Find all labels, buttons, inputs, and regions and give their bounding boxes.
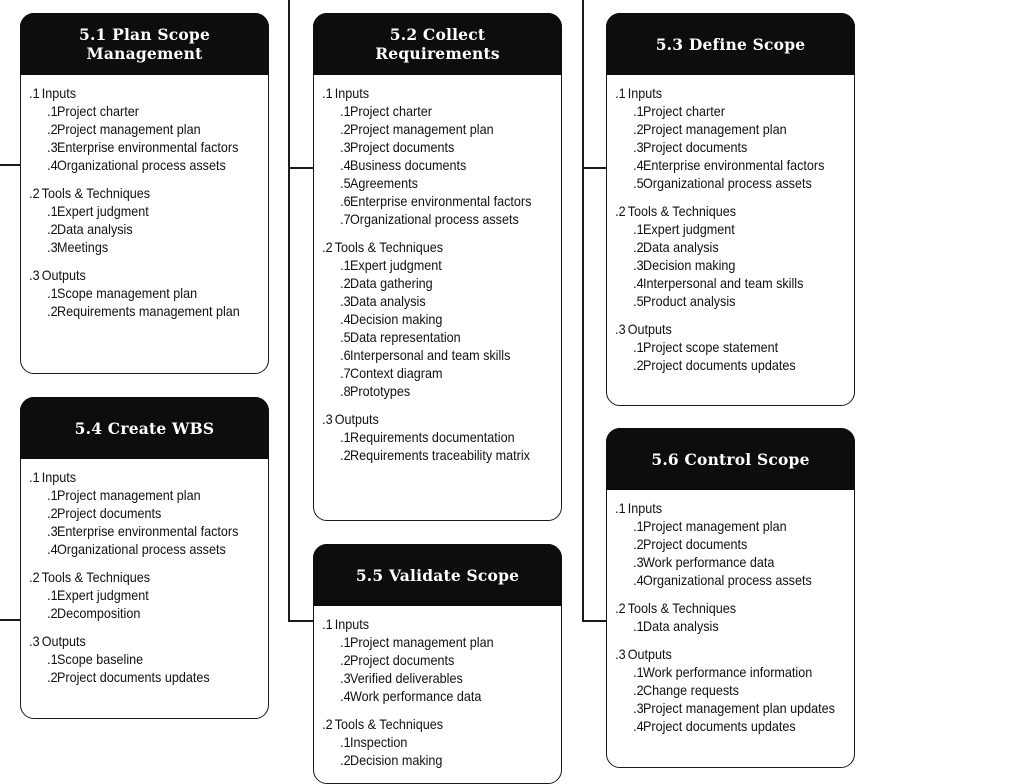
section-tools-techniques xyxy=(314,715,561,769)
process-card-create-wbs xyxy=(20,397,269,719)
list-item xyxy=(607,220,829,238)
section-number: .1 xyxy=(322,616,333,632)
item-number: .1 xyxy=(47,285,58,301)
connector-mid-vertical xyxy=(288,0,290,622)
item-number: .1 xyxy=(633,339,644,355)
item-number: .3 xyxy=(47,139,58,155)
item-number: .1 xyxy=(340,634,351,650)
item-number: .4 xyxy=(340,688,351,704)
section-number: .2 xyxy=(322,716,333,732)
list-item xyxy=(314,328,536,346)
list-item xyxy=(314,669,536,687)
item-number: .5 xyxy=(633,293,644,309)
item-text: Decision making xyxy=(350,311,443,327)
list-item xyxy=(607,338,829,356)
section-inputs xyxy=(607,84,854,192)
item-number: .1 xyxy=(47,487,58,503)
item-number: .1 xyxy=(633,221,644,237)
list-item xyxy=(21,120,243,138)
item-text: Project documents xyxy=(350,139,455,155)
section-outputs xyxy=(607,320,854,374)
item-text: Data analysis xyxy=(643,618,719,634)
connector-left-trunk-b xyxy=(0,619,20,621)
list-item xyxy=(607,292,829,310)
section-number: .2 xyxy=(615,203,626,219)
card-header xyxy=(606,13,855,75)
section-number: .1 xyxy=(615,500,626,516)
item-text: Work performance information xyxy=(643,664,813,680)
item-number: .4 xyxy=(47,157,58,173)
list-item xyxy=(607,553,829,571)
item-number: .7 xyxy=(340,211,351,227)
item-text: Meetings xyxy=(57,239,109,255)
list-item xyxy=(607,156,829,174)
list-item xyxy=(21,138,243,156)
item-text: Project documents updates xyxy=(643,718,796,734)
card-title: 5.4 Create WBS xyxy=(74,418,215,438)
list-item xyxy=(314,174,536,192)
section-outputs xyxy=(607,645,854,735)
list-item xyxy=(607,517,829,535)
list-item xyxy=(21,102,243,120)
card-title: 5.1 Plan Scope Management xyxy=(78,25,211,63)
list-item xyxy=(607,102,829,120)
item-number: .6 xyxy=(340,193,351,209)
item-text: Project management plan xyxy=(350,634,494,650)
item-text: Project documents xyxy=(643,536,748,552)
list-item xyxy=(314,102,536,120)
section-inputs xyxy=(314,84,561,228)
section-title xyxy=(21,266,243,284)
item-number: .3 xyxy=(340,293,351,309)
section-label: Outputs xyxy=(41,633,86,649)
section-number: .3 xyxy=(322,411,333,427)
card-body xyxy=(314,615,561,779)
item-text: Change requests xyxy=(643,682,739,698)
item-number: .2 xyxy=(633,536,644,552)
item-text: Product analysis xyxy=(643,293,736,309)
section-title xyxy=(607,645,829,663)
list-item xyxy=(314,687,536,705)
item-number: .2 xyxy=(47,303,58,319)
section-label: Inputs xyxy=(627,500,663,516)
section-title xyxy=(607,84,829,102)
list-item xyxy=(607,356,829,374)
item-text: Decision making xyxy=(350,752,443,768)
item-number: .2 xyxy=(47,221,58,237)
list-item xyxy=(314,138,536,156)
item-text: Project charter xyxy=(643,103,725,119)
section-label: Inputs xyxy=(334,616,370,632)
list-item xyxy=(21,202,243,220)
section-title xyxy=(607,202,829,220)
list-item xyxy=(607,120,829,138)
item-text: Agreements xyxy=(350,175,418,191)
process-card-plan-scope-management xyxy=(20,13,269,374)
section-inputs xyxy=(607,499,854,589)
item-text: Project documents xyxy=(350,652,455,668)
section-tools-techniques xyxy=(607,599,854,635)
item-number: .5 xyxy=(340,175,351,191)
connector-right-lower xyxy=(582,620,607,622)
item-number: .1 xyxy=(47,651,58,667)
card-title: 5.6 Control Scope xyxy=(651,449,810,469)
item-number: .4 xyxy=(633,572,644,588)
item-number: .1 xyxy=(340,103,351,119)
item-text: Data analysis xyxy=(643,239,719,255)
item-number: .3 xyxy=(633,257,644,273)
item-text: Data representation xyxy=(350,329,461,345)
item-text: Enterprise environmental factors xyxy=(57,139,239,155)
card-header xyxy=(20,13,269,75)
list-item xyxy=(607,256,829,274)
item-text: Interpersonal and team skills xyxy=(643,275,804,291)
section-title xyxy=(314,615,536,633)
card-body xyxy=(607,84,854,384)
list-item xyxy=(607,238,829,256)
list-item xyxy=(21,604,243,622)
item-text: Requirements traceability matrix xyxy=(350,447,530,463)
item-text: Data analysis xyxy=(57,221,133,237)
item-number: .2 xyxy=(340,121,351,137)
section-label: Inputs xyxy=(334,85,370,101)
item-number: .2 xyxy=(47,605,58,621)
item-number: .2 xyxy=(633,682,644,698)
list-item xyxy=(607,274,829,292)
list-item xyxy=(314,120,536,138)
list-item xyxy=(21,586,243,604)
item-number: .1 xyxy=(633,618,644,634)
card-header xyxy=(20,397,269,459)
section-title xyxy=(607,499,829,517)
section-outputs xyxy=(21,632,268,686)
connector-mid-upper xyxy=(288,167,314,169)
section-number: .1 xyxy=(322,85,333,101)
section-tools-techniques xyxy=(607,202,854,310)
process-card-control-scope xyxy=(606,428,855,768)
section-title xyxy=(21,632,243,650)
card-header xyxy=(313,544,562,606)
section-title xyxy=(314,84,536,102)
item-number: .1 xyxy=(47,103,58,119)
list-item xyxy=(21,238,243,256)
list-item xyxy=(314,292,536,310)
list-item xyxy=(607,535,829,553)
item-number: .1 xyxy=(47,587,58,603)
section-title xyxy=(21,184,243,202)
section-title xyxy=(607,320,829,338)
list-item xyxy=(314,633,536,651)
list-item xyxy=(607,174,829,192)
item-text: Expert judgment xyxy=(350,257,442,273)
section-label: Inputs xyxy=(627,85,663,101)
item-text: Project management plan xyxy=(350,121,494,137)
item-text: Project charter xyxy=(57,103,139,119)
list-item xyxy=(21,220,243,238)
item-text: Scope baseline xyxy=(57,651,144,667)
process-card-define-scope xyxy=(606,13,855,406)
item-text: Project management plan updates xyxy=(643,700,835,716)
item-number: .2 xyxy=(47,669,58,685)
item-text: Project management plan xyxy=(57,487,201,503)
section-label: Tools & Techniques xyxy=(41,185,151,201)
item-text: Project management plan xyxy=(643,121,787,137)
item-text: Project documents updates xyxy=(643,357,796,373)
item-number: .3 xyxy=(633,700,644,716)
list-item xyxy=(314,382,536,400)
section-label: Tools & Techniques xyxy=(627,600,737,616)
item-text: Expert judgment xyxy=(57,587,149,603)
card-header xyxy=(606,428,855,490)
card-title: 5.3 Define Scope xyxy=(655,34,806,54)
item-text: Requirements documentation xyxy=(350,429,515,445)
item-text: Organizational process assets xyxy=(57,541,226,557)
item-number: .2 xyxy=(47,505,58,521)
item-number: .1 xyxy=(633,664,644,680)
list-item xyxy=(607,717,829,735)
connector-mid-lower xyxy=(288,620,314,622)
item-text: Project scope statement xyxy=(643,339,779,355)
item-number: .1 xyxy=(633,103,644,119)
section-number: .1 xyxy=(29,469,40,485)
section-label: Tools & Techniques xyxy=(627,203,737,219)
section-title xyxy=(607,599,829,617)
item-number: .2 xyxy=(633,357,644,373)
list-item xyxy=(314,256,536,274)
item-text: Data analysis xyxy=(350,293,426,309)
item-text: Organizational process assets xyxy=(643,572,812,588)
list-item xyxy=(314,651,536,669)
list-item xyxy=(21,302,243,320)
section-label: Outputs xyxy=(41,267,86,283)
item-number: .6 xyxy=(340,347,351,363)
item-number: .8 xyxy=(340,383,351,399)
section-title xyxy=(314,238,536,256)
item-text: Decomposition xyxy=(57,605,141,621)
item-text: Interpersonal and team skills xyxy=(350,347,511,363)
list-item xyxy=(607,699,835,717)
section-label: Outputs xyxy=(627,646,672,662)
card-body xyxy=(21,84,268,330)
item-number: .4 xyxy=(633,275,644,291)
item-number: .2 xyxy=(340,275,351,291)
item-text: Project documents updates xyxy=(57,669,210,685)
item-number: .4 xyxy=(633,157,644,173)
list-item xyxy=(607,138,829,156)
item-text: Project documents xyxy=(643,139,748,155)
connector-right-upper xyxy=(582,167,607,169)
item-text: Enterprise environmental factors xyxy=(643,157,825,173)
section-title xyxy=(314,410,536,428)
process-card-collect-requirements xyxy=(313,13,562,521)
list-item xyxy=(21,540,243,558)
item-number: .2 xyxy=(47,121,58,137)
item-text: Inspection xyxy=(350,734,408,750)
item-number: .1 xyxy=(47,203,58,219)
section-number: .1 xyxy=(29,85,40,101)
item-number: .2 xyxy=(633,239,644,255)
item-number: .2 xyxy=(340,752,351,768)
list-item xyxy=(21,650,243,668)
section-inputs xyxy=(314,615,561,705)
item-number: .3 xyxy=(633,554,644,570)
card-body xyxy=(314,84,561,474)
section-tools-techniques xyxy=(21,568,268,622)
section-number: .2 xyxy=(322,239,333,255)
list-item xyxy=(314,751,536,769)
section-label: Tools & Techniques xyxy=(334,716,444,732)
list-item xyxy=(314,733,536,751)
list-item xyxy=(607,681,829,699)
connector-left-trunk-a xyxy=(0,164,20,166)
item-text: Requirements management plan xyxy=(57,303,240,319)
list-item xyxy=(314,192,536,210)
section-label: Tools & Techniques xyxy=(41,569,151,585)
section-tools-techniques xyxy=(21,184,268,256)
item-number: .1 xyxy=(340,734,351,750)
item-number: .1 xyxy=(340,429,351,445)
card-body xyxy=(21,468,268,696)
section-number: .1 xyxy=(615,85,626,101)
item-text: Scope management plan xyxy=(57,285,198,301)
list-item xyxy=(21,486,243,504)
item-number: .1 xyxy=(633,518,644,534)
item-number: .5 xyxy=(633,175,644,191)
list-item xyxy=(314,310,536,328)
item-text: Decision making xyxy=(643,257,736,273)
section-outputs xyxy=(21,266,268,320)
list-item xyxy=(607,617,829,635)
section-number: .2 xyxy=(615,600,626,616)
section-number: .3 xyxy=(615,646,626,662)
item-text: Data gathering xyxy=(350,275,433,291)
item-number: .4 xyxy=(633,718,644,734)
item-number: .2 xyxy=(340,652,351,668)
section-number: .2 xyxy=(29,569,40,585)
item-text: Organizational process assets xyxy=(57,157,226,173)
item-number: .3 xyxy=(633,139,644,155)
section-label: Outputs xyxy=(334,411,379,427)
item-number: .2 xyxy=(633,121,644,137)
item-number: .3 xyxy=(47,239,58,255)
list-item xyxy=(314,446,536,464)
item-text: Organizational process assets xyxy=(643,175,812,191)
list-item xyxy=(21,504,243,522)
card-title: 5.2 Collect Requirements xyxy=(375,25,500,63)
item-number: .4 xyxy=(47,541,58,557)
section-label: Outputs xyxy=(627,321,672,337)
section-tools-techniques xyxy=(314,238,561,400)
section-number: .3 xyxy=(29,267,40,283)
section-number: .2 xyxy=(29,185,40,201)
process-card-validate-scope xyxy=(313,544,562,784)
item-text: Enterprise environmental factors xyxy=(350,193,532,209)
item-number: .3 xyxy=(47,523,58,539)
item-text: Work performance data xyxy=(643,554,775,570)
item-text: Project management plan xyxy=(57,121,201,137)
section-inputs xyxy=(21,84,268,174)
section-label: Tools & Techniques xyxy=(334,239,444,255)
list-item xyxy=(21,284,243,302)
section-label: Inputs xyxy=(41,469,77,485)
connector-right-vertical xyxy=(582,0,584,622)
section-label: Inputs xyxy=(41,85,77,101)
list-item xyxy=(314,364,536,382)
list-item xyxy=(21,522,243,540)
item-number: .2 xyxy=(340,447,351,463)
item-text: Project charter xyxy=(350,103,432,119)
list-item xyxy=(21,668,243,686)
section-title xyxy=(21,468,243,486)
section-title xyxy=(21,568,243,586)
item-text: Organizational process assets xyxy=(350,211,519,227)
section-number: .3 xyxy=(29,633,40,649)
item-text: Project documents xyxy=(57,505,162,521)
item-text: Prototypes xyxy=(350,383,411,399)
item-number: .7 xyxy=(340,365,351,381)
list-item xyxy=(607,571,829,589)
item-text: Expert judgment xyxy=(643,221,735,237)
section-inputs xyxy=(21,468,268,558)
card-body xyxy=(607,499,854,745)
list-item xyxy=(21,156,243,174)
list-item xyxy=(314,156,536,174)
item-text: Business documents xyxy=(350,157,467,173)
list-item xyxy=(314,210,536,228)
section-title xyxy=(314,715,536,733)
card-header xyxy=(313,13,562,75)
list-item xyxy=(607,663,829,681)
item-text: Verified deliverables xyxy=(350,670,463,686)
item-text: Enterprise environmental factors xyxy=(57,523,239,539)
list-item xyxy=(314,274,536,292)
item-text: Context diagram xyxy=(350,365,443,381)
section-outputs xyxy=(314,410,561,464)
item-text: Project management plan xyxy=(643,518,787,534)
item-number: .3 xyxy=(340,670,351,686)
item-number: .4 xyxy=(340,311,351,327)
list-item xyxy=(314,346,536,364)
card-title: 5.5 Validate Scope xyxy=(355,565,520,585)
item-number: .1 xyxy=(340,257,351,273)
item-text: Expert judgment xyxy=(57,203,149,219)
section-number: .3 xyxy=(615,321,626,337)
item-text: Work performance data xyxy=(350,688,482,704)
item-number: .3 xyxy=(340,139,351,155)
list-item xyxy=(314,428,536,446)
item-number: .5 xyxy=(340,329,351,345)
section-title xyxy=(21,84,243,102)
item-number: .4 xyxy=(340,157,351,173)
